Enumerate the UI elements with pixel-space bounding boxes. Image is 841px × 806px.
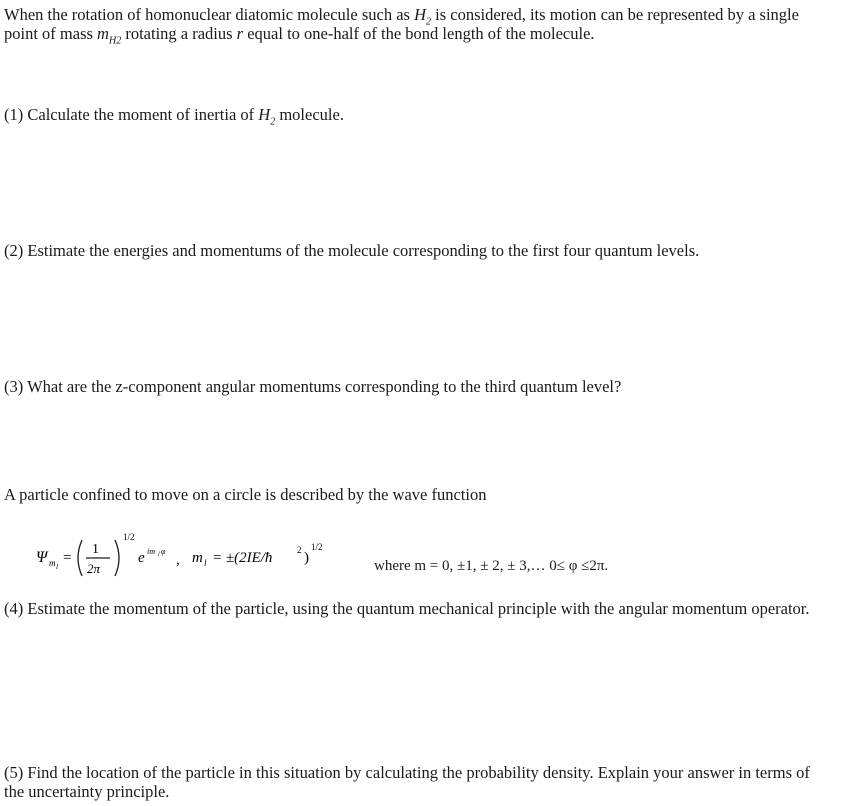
fraction-numerator: 1: [92, 542, 99, 557]
psi-symbol: Ψ: [36, 549, 48, 566]
right-paren: [115, 540, 119, 576]
exp-power: im: [147, 547, 155, 556]
m-l-rhs: = ±(2IE/ħ: [212, 550, 273, 566]
m-l-symbol: m: [192, 550, 203, 566]
svg-text:m: m: [49, 558, 56, 568]
question-4: (4) Estimate the momentum of the particle, using the quantum mechanical principle with the angular momentum operator.: [4, 599, 810, 618]
particle-intro: A particle confined to move on a circle is described by the wave function: [4, 485, 487, 504]
intro-paragraph: When the rotation of homonuclear diatomic molecule such as $H_2$ is considered, its motion can be represented by a single point of mass $m_{H2}$ rotating a radius r equal to one-half of the bond length of the molecule.: [4, 5, 799, 47]
question-1: (1) Calculate the moment of inertia of $H_2$ molecule.: [4, 105, 344, 128]
fraction-denominator: 2π: [87, 561, 101, 576]
svg-text:1/2: 1/2: [311, 542, 323, 552]
mass-symbol: $m_{H2}$: [97, 24, 122, 47]
paren-exponent: 1/2: [123, 532, 135, 542]
wave-function-equation: [30, 526, 830, 582]
svg-text:): ): [304, 550, 309, 566]
svg-text:2: 2: [297, 545, 302, 555]
svg-text:l: l: [56, 563, 58, 571]
svg-text:l: l: [204, 558, 207, 568]
left-paren: [78, 540, 82, 576]
question-5: (5) Find the location of the particle in this situation by calculating the probability density. Explain your answer in terms of the uncertainty principle.: [4, 763, 810, 801]
radius-symbol: r: [236, 24, 244, 43]
question-2: (2) Estimate the energies and momentums of the molecule corresponding to the first four quantum levels.: [4, 241, 700, 260]
question-3: (3) What are the z-component angular momentums corresponding to the third quantum level?: [4, 377, 622, 396]
wave-function-conditions: where m = 0, ±1, ± 2, ± 3,… 0≤ φ ≤2π.: [374, 558, 609, 574]
h2-symbol: $H_2$: [414, 5, 431, 28]
svg-text:φ: φ: [161, 547, 166, 556]
svg-text:,: ,: [176, 552, 180, 568]
svg-text:=: =: [63, 550, 72, 566]
svg-text:l: l: [158, 552, 160, 558]
exp-base: e: [138, 550, 145, 566]
wave-function-formula: [30, 526, 370, 582]
